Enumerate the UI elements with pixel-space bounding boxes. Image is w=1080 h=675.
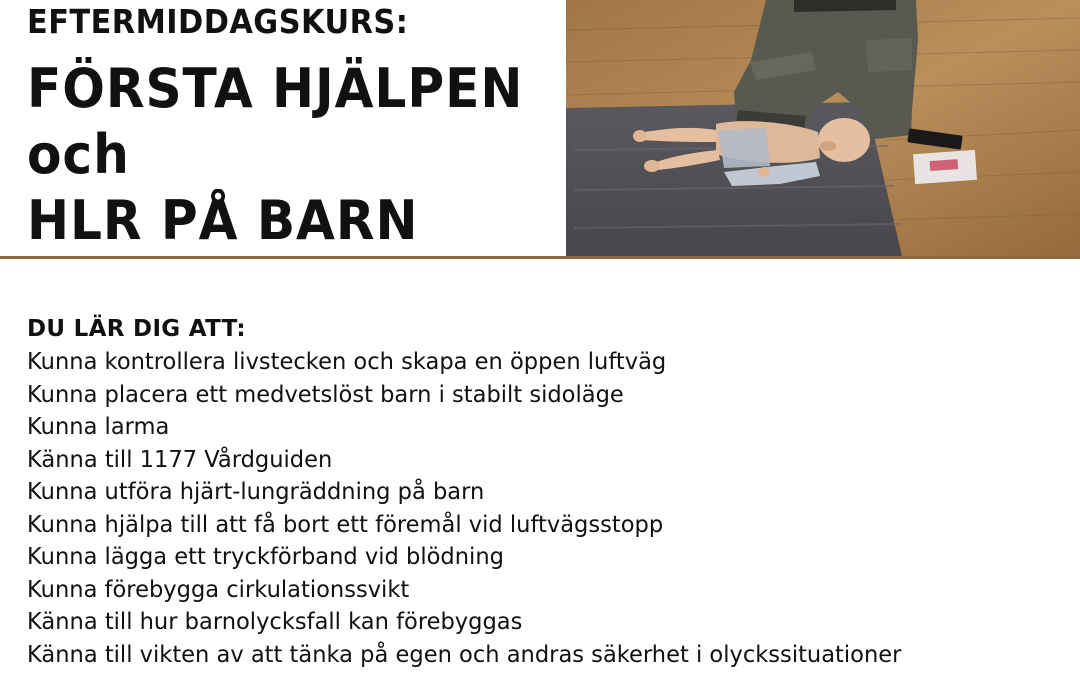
course-title-line-2: och (27, 123, 130, 186)
learning-objective-item: Känna till hur barnolycksfall kan förebyggas (27, 607, 523, 635)
course-type-label: EFTERMIDDAGSKURS: (27, 2, 409, 41)
learning-objective-item: Kunna utföra hjärt-lungräddning på barn (27, 477, 485, 505)
course-title-line-1: FÖRSTA HJÄLPEN (27, 57, 524, 120)
learning-objective-item: Kunna lägga ett tryckförband vid blödning (27, 542, 504, 570)
cpr-scene-illustration (566, 0, 1080, 256)
header-divider (0, 256, 1080, 259)
learning-objective-item: Känna till 1177 Vårdguiden (27, 444, 333, 473)
cpr-training-photo (566, 0, 1080, 256)
learning-objective-item: Kunna kontrollera livstecken och skapa en öppen luftväg (27, 347, 667, 375)
learning-objective-item: Kunna placera ett medvetslöst barn i stabilt sidoläge (27, 379, 624, 408)
learning-objectives-heading: DU LÄR DIG ATT: (27, 316, 246, 342)
course-title-line-3: HLR PÅ BARN (27, 189, 419, 252)
learning-objective-item: Kunna förebygga cirkulationssvikt (27, 574, 410, 603)
course-header (0, 0, 1080, 258)
learning-objectives (27, 313, 1067, 670)
learning-objectives-list (27, 345, 1067, 670)
learning-objective-item: Känna till vikten av att tänka på egen och andras säkerhet i olyckssituationer (27, 639, 902, 668)
learning-objective-item: Kunna larma (27, 412, 170, 440)
learning-objective-item: Kunna hjälpa till att få bort ett föremål vid luftvägsstopp (27, 509, 664, 538)
